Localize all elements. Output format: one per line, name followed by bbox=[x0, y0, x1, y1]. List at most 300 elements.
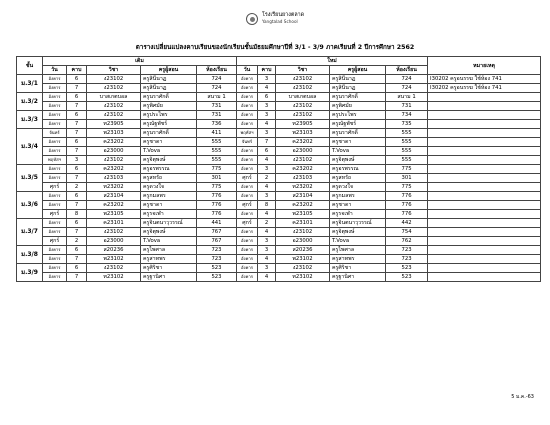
table-cell: พ23102 bbox=[87, 255, 141, 264]
class-cell: ม.3/1 bbox=[17, 75, 43, 93]
table-cell: พ23105 bbox=[87, 210, 141, 219]
table-cell: 731 bbox=[197, 102, 237, 111]
table-cell: 7 bbox=[67, 255, 87, 264]
table-cell: 767 bbox=[197, 237, 237, 246]
table-cell: ง23102 bbox=[276, 264, 330, 273]
header-subject: วิชา bbox=[87, 66, 141, 75]
table-cell: 724 bbox=[386, 75, 428, 84]
header-period: คาบ bbox=[258, 66, 276, 75]
table-cell: พฤหัสฯ bbox=[237, 129, 258, 138]
table-cell: ครูสหรัถ bbox=[141, 174, 197, 183]
table-cell: ง23103 bbox=[87, 174, 141, 183]
table-cell: อังคาร bbox=[43, 201, 67, 210]
table-cell: 4 bbox=[258, 156, 276, 165]
table-cell: บาสเกตบอล bbox=[87, 93, 141, 102]
table-cell: 411 bbox=[197, 129, 237, 138]
table-cell: อังคาร bbox=[43, 165, 67, 174]
table-cell: 555 bbox=[197, 156, 237, 165]
table-cell bbox=[428, 255, 541, 264]
table-cell: ครูสินีนาฏ bbox=[141, 84, 197, 93]
table-cell bbox=[428, 246, 541, 255]
table-cell: 2 bbox=[67, 237, 87, 246]
schedule-table bbox=[16, 56, 541, 282]
table-cell: 776 bbox=[197, 210, 237, 219]
table-cell: 523 bbox=[197, 264, 237, 273]
table-cell: 762 bbox=[386, 237, 428, 246]
table-cell: 555 bbox=[386, 138, 428, 147]
table-cell bbox=[428, 156, 541, 165]
table-cell: ศุกร์ bbox=[237, 174, 258, 183]
table-cell: 2 bbox=[258, 174, 276, 183]
table-cell: 4 bbox=[258, 228, 276, 237]
table-cell bbox=[428, 201, 541, 210]
table-cell: อังคาร bbox=[43, 273, 67, 282]
table-cell: ท23202 bbox=[276, 183, 330, 192]
table-cell: 2 bbox=[67, 183, 87, 192]
header-day: วัน bbox=[237, 66, 258, 75]
table-cell: อังคาร bbox=[237, 246, 258, 255]
table-cell: 8 bbox=[67, 210, 87, 219]
table-cell: ครูไพศาล bbox=[330, 246, 386, 255]
header-row-main bbox=[17, 57, 541, 66]
table-cell: ครูรจเฬา bbox=[141, 210, 197, 219]
table-cell: ท23905 bbox=[87, 120, 141, 129]
table-row bbox=[17, 129, 541, 138]
table-cell: 7 bbox=[67, 147, 87, 156]
table-cell: 734 bbox=[386, 111, 428, 120]
table-cell: พฤหัสฯ bbox=[43, 156, 67, 165]
table-cell: ท23202 bbox=[87, 183, 141, 192]
table-cell: ง23102 bbox=[276, 102, 330, 111]
table-cell: ครูสินีนาฏ bbox=[141, 75, 197, 84]
table-cell: ง23102 bbox=[276, 111, 330, 120]
table-cell: ครูดวงใจ bbox=[141, 183, 197, 192]
table-cell: 555 bbox=[386, 147, 428, 156]
table-cell: ง23102 bbox=[87, 228, 141, 237]
table-cell: อังคาร bbox=[43, 120, 67, 129]
table-cell: ครูสาทพร bbox=[141, 255, 197, 264]
table-cell: ท23102 bbox=[87, 273, 141, 282]
table-cell bbox=[428, 219, 541, 228]
table-cell bbox=[428, 237, 541, 246]
table-cell: 555 bbox=[386, 129, 428, 138]
table-cell: จันทร์ bbox=[43, 129, 67, 138]
table-cell: ครูดวงใจ bbox=[330, 183, 386, 192]
table-cell: อ23000 bbox=[276, 237, 330, 246]
table-cell: ศุกร์ bbox=[43, 210, 67, 219]
table-cell: ครูอรพรรณ bbox=[330, 165, 386, 174]
table-cell: 3 bbox=[258, 111, 276, 120]
table-cell: 3 bbox=[67, 156, 87, 165]
table-cell: อังคาร bbox=[43, 102, 67, 111]
table-row bbox=[17, 120, 541, 129]
table-cell: 7 bbox=[258, 138, 276, 147]
table-cell: ค23202 bbox=[276, 201, 330, 210]
school-logo bbox=[246, 13, 258, 25]
table-cell: ครูฐานิศา bbox=[330, 273, 386, 282]
table-cell: 6 bbox=[67, 246, 87, 255]
table-cell: 3 bbox=[258, 129, 276, 138]
header-day: วัน bbox=[43, 66, 67, 75]
header-original: เดิม bbox=[43, 57, 237, 66]
table-cell: อังคาร bbox=[237, 183, 258, 192]
table-cell: 7 bbox=[67, 201, 87, 210]
table-cell: 6 bbox=[67, 165, 87, 174]
table-cell: ครูจินตนาวุวรรณ์ bbox=[141, 219, 197, 228]
table-row bbox=[17, 165, 541, 174]
table-cell: อังคาร bbox=[237, 273, 258, 282]
table-cell: สนาม 1 bbox=[197, 93, 237, 102]
table-cell: 442 bbox=[386, 219, 428, 228]
table-cell: ครูจิตุพงษ์ bbox=[330, 156, 386, 165]
table-cell: 776 bbox=[386, 201, 428, 210]
table-cell bbox=[428, 210, 541, 219]
table-cell: 776 bbox=[197, 192, 237, 201]
table-cell: ค23101 bbox=[87, 219, 141, 228]
table-cell: ง23102 bbox=[276, 156, 330, 165]
table-cell bbox=[428, 129, 541, 138]
table-cell: อังคาร bbox=[43, 264, 67, 273]
table-cell: อังคาร bbox=[237, 75, 258, 84]
table-cell: ง23102 bbox=[276, 75, 330, 84]
table-cell: 555 bbox=[197, 138, 237, 147]
table-cell: ครูนราศักดิ์ bbox=[141, 129, 197, 138]
table-cell: 6 bbox=[258, 147, 276, 156]
table-cell: ครูสหรัถ bbox=[330, 174, 386, 183]
table-cell: ง23102 bbox=[87, 75, 141, 84]
table-cell: ครูจิตุพงษ์ bbox=[141, 156, 197, 165]
table-cell: 723 bbox=[386, 246, 428, 255]
table-cell: 7 bbox=[67, 120, 87, 129]
table-row bbox=[17, 84, 541, 93]
table-cell: ศุกร์ bbox=[43, 183, 67, 192]
table-cell: 441 bbox=[197, 219, 237, 228]
table-row bbox=[17, 228, 541, 237]
table-cell: T.Vova bbox=[330, 237, 386, 246]
table-row bbox=[17, 255, 541, 264]
table-cell: 776 bbox=[386, 210, 428, 219]
table-cell: อังคาร bbox=[43, 219, 67, 228]
table-cell: 776 bbox=[197, 201, 237, 210]
table-row bbox=[17, 111, 541, 120]
table-cell: พ23103 bbox=[276, 129, 330, 138]
class-cell: ม.3/3 bbox=[17, 111, 43, 129]
table-cell: ครูประไพร bbox=[330, 111, 386, 120]
table-cell: ครูชาดา bbox=[141, 138, 197, 147]
header-subject: วิชา bbox=[276, 66, 330, 75]
table-cell: ครูสินีนาฏ bbox=[330, 84, 386, 93]
table-cell: 8 bbox=[258, 201, 276, 210]
header-room: ห้องเรียน bbox=[386, 66, 428, 75]
table-cell: 3 bbox=[258, 237, 276, 246]
table-cell: ง23102 bbox=[87, 102, 141, 111]
table-cell: 754 bbox=[386, 228, 428, 237]
header-class: ชั้น bbox=[17, 57, 43, 75]
table-cell: I30202 ครูอนรรฆ ใช้ห้อง 741 bbox=[428, 84, 541, 93]
table-cell: ครูพิศมัย bbox=[330, 102, 386, 111]
table-cell: อังคาร bbox=[237, 228, 258, 237]
table-cell: 735 bbox=[386, 120, 428, 129]
table-cell: T.Vova bbox=[141, 147, 197, 156]
table-row bbox=[17, 93, 541, 102]
footer-date: 5 ม.ค.-63 bbox=[511, 394, 534, 400]
table-cell: ง23102 bbox=[87, 111, 141, 120]
table-cell: ท23905 bbox=[276, 120, 330, 129]
table-cell: 4 bbox=[258, 255, 276, 264]
table-cell: บาสเกตบอล bbox=[276, 93, 330, 102]
table-cell: 723 bbox=[197, 246, 237, 255]
table-cell: 731 bbox=[386, 102, 428, 111]
table-cell: 6 bbox=[67, 192, 87, 201]
table-cell: 767 bbox=[197, 228, 237, 237]
table-cell: 555 bbox=[197, 147, 237, 156]
table-cell: 6 bbox=[67, 111, 87, 120]
table-cell: 4 bbox=[258, 210, 276, 219]
table-cell: 775 bbox=[386, 183, 428, 192]
class-cell: ม.3/8 bbox=[17, 246, 43, 264]
table-cell: 723 bbox=[197, 255, 237, 264]
table-cell bbox=[428, 111, 541, 120]
table-cell: 6 bbox=[67, 138, 87, 147]
table-cell: 6 bbox=[67, 93, 87, 102]
table-cell: อังคาร bbox=[237, 111, 258, 120]
table-cell: อังคาร bbox=[237, 255, 258, 264]
header-period: คาบ bbox=[67, 66, 87, 75]
table-cell bbox=[428, 147, 541, 156]
table-cell: ครูนราศักดิ์ bbox=[330, 93, 386, 102]
class-cell: ม.3/6 bbox=[17, 192, 43, 219]
table-cell bbox=[428, 228, 541, 237]
table-cell: พ23103 bbox=[87, 129, 141, 138]
header-remark: หมายเหตุ bbox=[428, 57, 541, 75]
table-cell: อังคาร bbox=[43, 174, 67, 183]
table-cell: อังคาร bbox=[43, 93, 67, 102]
table-cell: ครูกมลพร bbox=[141, 192, 197, 201]
schedule-body bbox=[17, 75, 541, 282]
school-name-th: โรงเรียนยางตลาด bbox=[262, 12, 305, 18]
table-cell: 775 bbox=[197, 165, 237, 174]
table-cell: T.Vova bbox=[141, 237, 197, 246]
table-cell: จันทร์ bbox=[237, 138, 258, 147]
table-row bbox=[17, 264, 541, 273]
class-cell: ม.3/9 bbox=[17, 264, 43, 282]
table-cell: 3 bbox=[258, 102, 276, 111]
table-cell bbox=[428, 138, 541, 147]
table-cell: 723 bbox=[386, 255, 428, 264]
table-cell: 301 bbox=[197, 174, 237, 183]
table-cell: อ23000 bbox=[87, 237, 141, 246]
class-cell: ม.3/5 bbox=[17, 165, 43, 192]
table-cell: 3 bbox=[258, 192, 276, 201]
table-cell: ครูศิริชา bbox=[330, 264, 386, 273]
table-cell: ค23202 bbox=[87, 201, 141, 210]
table-cell: อ23000 bbox=[276, 147, 330, 156]
table-cell: พ23102 bbox=[276, 255, 330, 264]
table-cell: 7 bbox=[67, 174, 87, 183]
table-cell: ครูชาดา bbox=[330, 138, 386, 147]
table-row bbox=[17, 192, 541, 201]
table-row bbox=[17, 237, 541, 246]
table-cell: อังคาร bbox=[43, 228, 67, 237]
table-row bbox=[17, 147, 541, 156]
table-cell: 4 bbox=[258, 84, 276, 93]
table-cell: I30202 ครูอนรรฆ ใช้ห้อง 741 bbox=[428, 75, 541, 84]
table-cell: 3 bbox=[258, 165, 276, 174]
table-cell: ค23101 bbox=[276, 219, 330, 228]
table-cell: อังคาร bbox=[43, 111, 67, 120]
school-name-en: Yangtalad School bbox=[262, 19, 298, 24]
table-cell: อังคาร bbox=[237, 237, 258, 246]
table-cell: 3 bbox=[258, 75, 276, 84]
table-cell: อังคาร bbox=[237, 156, 258, 165]
table-cell: 7 bbox=[67, 129, 87, 138]
table-cell: ครูไพศาล bbox=[141, 246, 197, 255]
table-cell: ค23202 bbox=[87, 138, 141, 147]
table-cell: อ23000 bbox=[87, 147, 141, 156]
table-cell: ง23102 bbox=[87, 156, 141, 165]
table-cell: อังคาร bbox=[237, 192, 258, 201]
document-title: ตารางเปลี่ยนแปลงคาบเรียนของนักเรียนชั้นมัธยมศึกษาปีที่ 3/1 - 3/9 ภาคเรียนที่ 2 ปีการศึกษา 2562 bbox=[135, 44, 415, 51]
table-cell: อังคาร bbox=[237, 120, 258, 129]
table-row bbox=[17, 246, 541, 255]
table-cell: ครูพิศมัย bbox=[141, 102, 197, 111]
table-cell: อังคาร bbox=[43, 147, 67, 156]
table-cell: ท23102 bbox=[276, 273, 330, 282]
table-cell: 724 bbox=[197, 84, 237, 93]
table-cell: อังคาร bbox=[237, 93, 258, 102]
table-cell: ครูกมลพร bbox=[330, 192, 386, 201]
table-cell bbox=[428, 93, 541, 102]
table-cell: 3 bbox=[258, 246, 276, 255]
table-cell bbox=[428, 174, 541, 183]
table-cell: 301 bbox=[386, 174, 428, 183]
class-cell: ม.3/4 bbox=[17, 129, 43, 165]
header-new: ใหม่ bbox=[237, 57, 428, 66]
table-row bbox=[17, 210, 541, 219]
table-cell: 6 bbox=[258, 93, 276, 102]
table-cell: 724 bbox=[386, 84, 428, 93]
table-cell: พ23105 bbox=[276, 210, 330, 219]
table-cell: อังคาร bbox=[237, 102, 258, 111]
table-cell: ครูจิตุพงษ์ bbox=[330, 228, 386, 237]
table-cell bbox=[428, 165, 541, 174]
table-cell bbox=[428, 183, 541, 192]
table-cell: ศุกร์ bbox=[237, 201, 258, 210]
table-cell: ครูณัฐพัชร์ bbox=[141, 120, 197, 129]
table-cell: ง23102 bbox=[87, 264, 141, 273]
table-cell: ครูนราศักดิ์ bbox=[141, 93, 197, 102]
table-cell: ครูจินตนาวุวรรณ์ bbox=[330, 219, 386, 228]
table-cell: 736 bbox=[197, 120, 237, 129]
table-cell: อังคาร bbox=[237, 147, 258, 156]
table-cell: 2 bbox=[258, 219, 276, 228]
table-cell: 6 bbox=[67, 219, 87, 228]
table-cell: 6 bbox=[67, 264, 87, 273]
table-cell: อังคาร bbox=[43, 246, 67, 255]
table-cell: ศุกร์ bbox=[237, 219, 258, 228]
table-cell: 731 bbox=[197, 111, 237, 120]
table-cell: 4 bbox=[258, 183, 276, 192]
table-cell: 724 bbox=[197, 75, 237, 84]
table-cell: ครูณัฐพัชร์ bbox=[330, 120, 386, 129]
table-cell: ครูชาดา bbox=[330, 201, 386, 210]
table-cell: ค23202 bbox=[276, 138, 330, 147]
table-cell: อังคาร bbox=[43, 192, 67, 201]
table-row bbox=[17, 219, 541, 228]
table-cell: อังคาร bbox=[237, 264, 258, 273]
table-cell: ครูสาทพร bbox=[330, 255, 386, 264]
table-cell: อังคาร bbox=[43, 138, 67, 147]
table-cell: 4 bbox=[258, 273, 276, 282]
table-cell bbox=[428, 273, 541, 282]
table-cell: 523 bbox=[386, 264, 428, 273]
table-row bbox=[17, 174, 541, 183]
table-cell: อังคาร bbox=[237, 165, 258, 174]
table-cell: อังคาร bbox=[43, 75, 67, 84]
table-cell: ครูจิตุพงษ์ bbox=[141, 228, 197, 237]
table-cell bbox=[428, 120, 541, 129]
table-cell: ครูสินีนาฏ bbox=[330, 75, 386, 84]
table-cell: 7 bbox=[67, 102, 87, 111]
table-cell: T.Vova bbox=[330, 147, 386, 156]
table-cell: 4 bbox=[258, 120, 276, 129]
table-cell: 775 bbox=[386, 165, 428, 174]
table-cell: ครูศิริชา bbox=[141, 264, 197, 273]
table-row bbox=[17, 183, 541, 192]
table-cell: 776 bbox=[386, 192, 428, 201]
table-cell: 775 bbox=[197, 183, 237, 192]
table-cell: 7 bbox=[67, 228, 87, 237]
table-cell: ครูฐานิศา bbox=[141, 273, 197, 282]
table-cell: อังคาร bbox=[237, 210, 258, 219]
table-cell bbox=[428, 264, 541, 273]
table-cell: ส20236 bbox=[87, 246, 141, 255]
table-cell bbox=[428, 192, 541, 201]
table-cell: 6 bbox=[67, 75, 87, 84]
table-cell: ครูนราศักดิ์ bbox=[330, 129, 386, 138]
table-cell: ครูรจเฬา bbox=[330, 210, 386, 219]
table-cell: ง23103 bbox=[276, 174, 330, 183]
table-cell: สนาม 1 bbox=[386, 93, 428, 102]
table-cell: 555 bbox=[386, 156, 428, 165]
header-teacher: ครูผู้สอน bbox=[330, 66, 386, 75]
table-cell: ส20236 bbox=[276, 246, 330, 255]
table-cell: อังคาร bbox=[43, 84, 67, 93]
table-row bbox=[17, 201, 541, 210]
table-cell: 523 bbox=[197, 273, 237, 282]
table-row bbox=[17, 273, 541, 282]
table-row bbox=[17, 75, 541, 84]
table-cell: ครูชาดา bbox=[141, 201, 197, 210]
table-cell: ง23102 bbox=[87, 84, 141, 93]
table-cell: ครูประไพร bbox=[141, 111, 197, 120]
table-cell: อังคาร bbox=[43, 255, 67, 264]
header-room: ห้องเรียน bbox=[197, 66, 237, 75]
class-cell: ม.3/7 bbox=[17, 219, 43, 246]
table-cell: 3 bbox=[258, 264, 276, 273]
table-cell: ครูอรพรรณ bbox=[141, 165, 197, 174]
table-cell: 7 bbox=[67, 84, 87, 93]
table-cell bbox=[428, 102, 541, 111]
table-cell: อังคาร bbox=[237, 84, 258, 93]
table-cell: ศุกร์ bbox=[43, 237, 67, 246]
table-cell: ง23102 bbox=[276, 84, 330, 93]
table-cell: ค23202 bbox=[276, 165, 330, 174]
table-cell: ง23102 bbox=[276, 228, 330, 237]
table-cell: ส23104 bbox=[276, 192, 330, 201]
table-row bbox=[17, 156, 541, 165]
table-cell: 7 bbox=[67, 273, 87, 282]
